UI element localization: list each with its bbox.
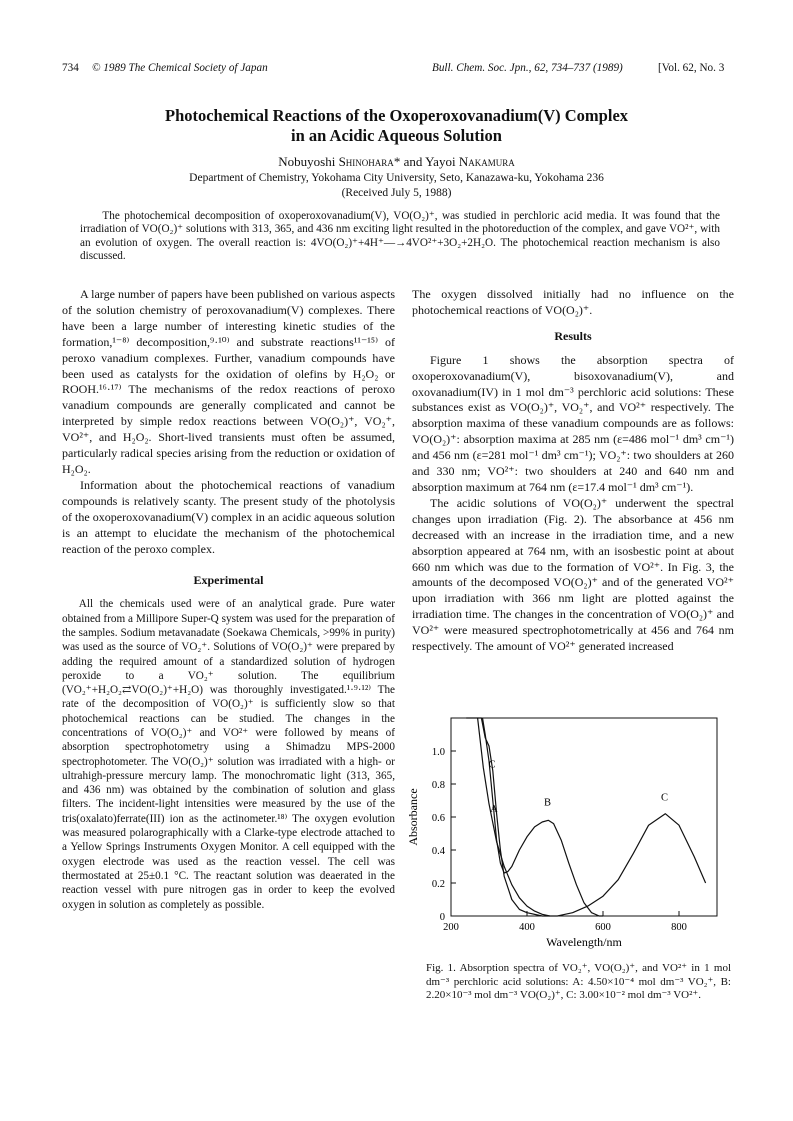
received-date: (Received July 5, 1988) (341, 187, 452, 199)
plot-frame (451, 718, 717, 916)
figure-1-caption: Fig. 1. Absorption spectra of VO₂⁺, VO(O₂)⁺, and VO²⁺ in 1 mol dm⁻³ perchloric acid solutions: A: 4.50×10⁻⁴ mol dm⁻³ VO₂⁺, B: 2.20×10⁻³ mol dm⁻³ VO(O₂)⁺, C: 3.00×10⁻² mol dm⁻³ VO²⁺. (426, 962, 731, 1002)
spectrum-curve-b (483, 718, 604, 916)
left-column (62, 287, 395, 912)
y-tick-label: 0.8 (431, 780, 445, 791)
curve-label-c: C (488, 759, 496, 771)
curve-label-b: B (544, 797, 552, 809)
affiliation: Department of Chemistry, Yokohama City University, Seto, Kanazawa-ku, Yokohama 236 (189, 172, 604, 184)
results-paragraph-2: The acidic solutions of VO(O₂)⁺ underwent the spectral changes upon irradiation (Fig. 2). The absorbance at 456 nm decreased with an increase in the irradiation time, and a new absorption appeared at 764 nm, with an isosbestic point at about 660 nm which was due to the formation of VO²⁺. In Fig. 3, the amounts of the decomposed VO(O₂)⁺ and of the generated VO²⁺ upon irradiation with 366 nm light are plotted against the irradiation time. The changes in the concentration of VO(O₂)⁺ and VO²⁺ were measured spectrophotometrically at 456 and 764 nm respectively. The amount of VO²⁺ generated increased (412, 495, 734, 654)
x-tick-label: 400 (519, 922, 535, 933)
figure-1-chart (405, 710, 735, 960)
copyright-notice: © 1989 The Chemical Society of Japan (92, 62, 268, 74)
experimental-heading: Experimental (193, 573, 264, 588)
author1-first: Nobuyoshi (278, 154, 339, 169)
y-axis-label: Absorbance (406, 788, 420, 846)
curve-label-c: C (661, 792, 669, 804)
y-tick-label: 0.6 (431, 813, 445, 824)
x-tick-label: 600 (595, 922, 611, 933)
journal-citation: Bull. Chem. Soc. Jpn., 62, 734–737 (1989) (432, 62, 623, 74)
x-tick-label: 800 (671, 922, 687, 933)
continuation-paragraph: The oxygen dissolved initially had no influence on the photochemical reactions of VO(O₂)⁺. (412, 287, 734, 317)
x-tick-label: 200 (443, 922, 459, 933)
experimental-paragraph: All the chemicals used were of an analytical grade. Pure water obtained from a Millipore Super-Q system was used for the preparation of the samples. Sodium metavanadate (Soekawa Chemicals, >99% in purity) was used as the source of VO₂⁺. Solutions of VO(O₂)⁺ were prepared by adding the required amount of a standardized solution of hydrogen peroxide to a VO₂⁺ solution. The equilibrium (VO₂⁺+H₂O₂⇄VO(O₂)⁺+H₂O) was thoroughly investigated.¹·⁹·¹²⁾ The rate of the decomposition of VO(O₂)⁺ is sufficiently slow so that photochemical reactions can be studied. The changes in the concentrations of VO(O₂)⁺ and VO²⁺ were followed by means of absorption spectrophotometry using a Shimadzu MPS-2000 spectrophotometer. The VO(O₂)⁺ solution was irradiated with a high- or ultrahigh-pressure mercury lamp. The monochromatic light (313, 365, and 436 nm) was obtained by the combination of solution and glass filters. The incident-light intensities were measured by the use of the tris(oxalato)ferrate(III) ion as the actinometer.¹⁸⁾ The oxygen evolution was measured polarographically with a Clarke-type electrode attached to a Yellow Springs Instruments Oxygen Monitor. A cell equipped with the oxygen electrode was used as the reaction vessel. The cell was thermostated at 25±0.1 °C. The reactant solution was deaerated in the reaction vessel with pure nitrogen gas in order to keep the evolved oxygen in solution as completely as possible. (62, 598, 395, 911)
author-and: * and Yayoi (393, 154, 459, 169)
page-number: 734 (62, 62, 79, 74)
x-axis-label: Wavelength/nm (546, 935, 622, 949)
article-title (60, 106, 733, 146)
volume-info: [Vol. 62, No. 3 (658, 62, 725, 74)
y-tick-label: 0.4 (431, 846, 445, 857)
curve-label-a: A (490, 804, 498, 816)
results-heading: Results (554, 328, 592, 343)
title-line-1: Photochemical Reactions of the Oxoperoxovanadium(V) Complex (164, 106, 629, 125)
right-column (412, 287, 734, 655)
running-header (0, 62, 793, 82)
abstract: The photochemical decomposition of oxoperoxovanadium(V), VO(O₂)⁺, was studied in perchloric acid media. It was found that the irradiation of VO(O₂)⁺ solutions with 313, 365, and 436 nm exciting light resulted in the photoreduction of the complex, and gave VO²⁺, with an evolution of oxygen. The overall reaction is: 4VO(O₂)⁺+4H⁺—→4VO²⁺+3O₂+2H₂O. The photochemical reaction mechanism is also discussed. (80, 210, 720, 263)
author-list (60, 154, 733, 170)
y-tick-label: 0 (439, 912, 445, 923)
spectrum-curve-a (478, 718, 550, 916)
author1-last: Shinohara (338, 154, 394, 169)
title-line-2: in an Acidic Aqueous Solution (291, 126, 502, 145)
spectrum-curve-c (466, 718, 705, 916)
author2-last: Nakamura (458, 154, 515, 169)
results-paragraph-1: Figure 1 shows the absorption spectra of oxoperoxovanadium(V), bisoxovanadium(V), and oxovanadium(IV) in 1 mol dm⁻³ perchloric acid solutions: These substances exist as VO(O₂)⁺, VO₂⁺, and VO²⁺ respectively. The absorption maxima of these vanadium compounds are as follows: VO(O₂)⁺: absorption maxima at 285 nm (ε=486 mol⁻¹ dm³ cm⁻¹) and 456 nm (ε=281 mol⁻¹ dm³ cm⁻¹); VO₂⁺: two shoulders at 260 and 330 nm; VO²⁺: two shoulders at 240 and 640 nm and absorption maximum at 764 nm (ε=17.4 mol⁻¹ dm³ cm⁻¹). (412, 352, 734, 494)
y-tick-label: 0.2 (431, 879, 445, 890)
y-tick-label: 1.0 (431, 747, 445, 758)
intro-paragraph-2: Information about the photochemical reactions of vanadium compounds is relatively scanty. The present study of the photolysis of the oxoperoxovanadium(V) complex in an acidic aqueous solution is an attempt to elucidate the mechanism of the photochemical reaction of the peroxo complex. (62, 477, 395, 556)
intro-paragraph-1: A large number of papers have been published on various aspects of the solution chemistry of peroxovanadium(V) complexes. There have been a large number of interesting kinetic studies of the formation,¹⁻⁸⁾ decomposition,⁹·¹⁰⁾ and substrate reactions¹¹⁻¹⁵⁾ of peroxo vanadium complexes. Further, vanadium compounds have been used as catalysts for the oxidation of olefins by H₂O₂ or ROOH.¹⁶·¹⁷⁾ The mechanisms of the redox reactions of peroxo vanadium compounds are generally complicated and cannot be interpreted by simple redox reactions between VO(O₂)⁺, VO₂⁺, VO²⁺, and H₂O₂. Short-lived transients must often be assumed, particularly radical species arising from the reduction or oxidation of H₂O₂. (62, 287, 395, 476)
